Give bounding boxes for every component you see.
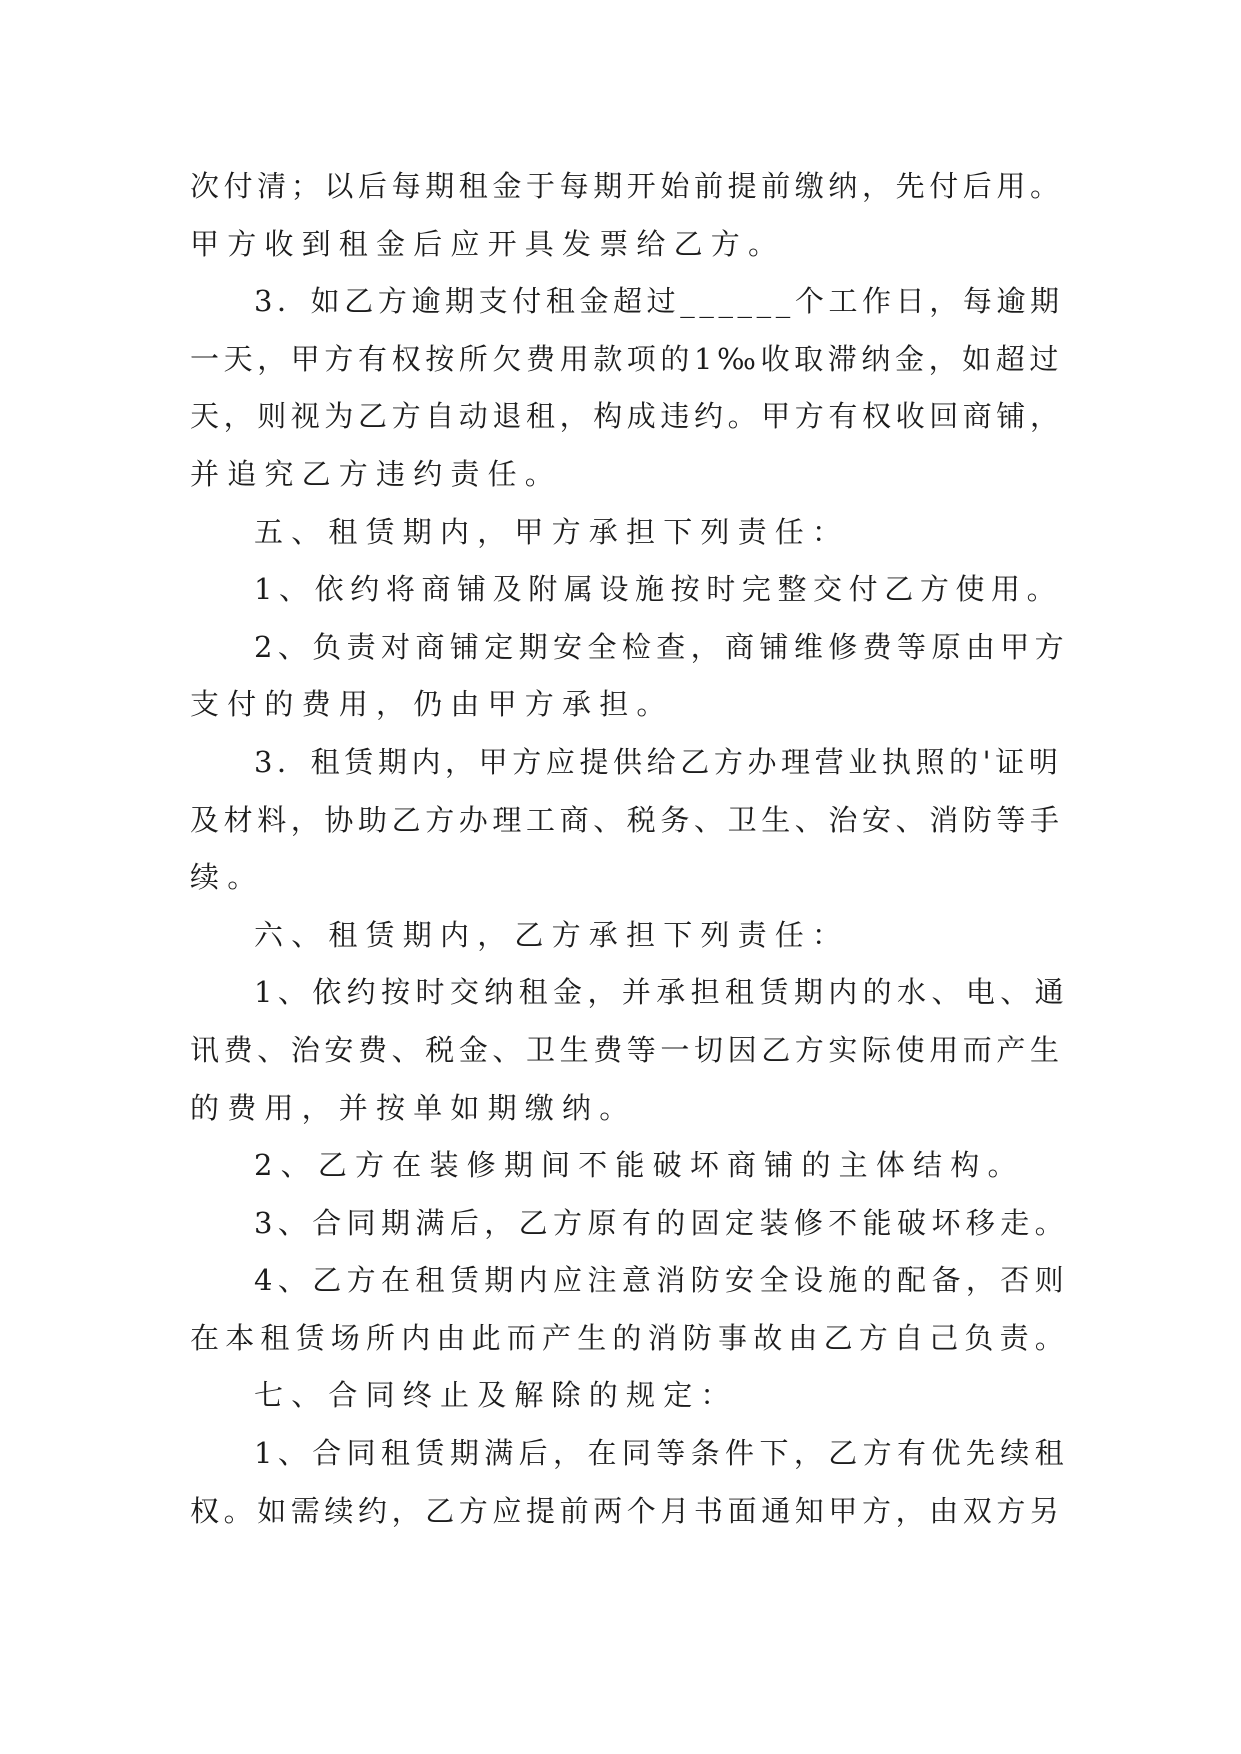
text-line: 2、乙方在装修期间不能破坏商铺的主体结构。: [254, 1148, 1025, 1183]
text-line: 4、乙方在租赁期内应注意消防安全设施的配备，否则: [254, 1263, 1070, 1298]
text-line: 次付清；以后每期租金于每期开始前提前缴纳，先付后用。: [190, 169, 1064, 203]
text-line: 2、负责对商铺定期安全检查，商铺维修费等原由甲方: [254, 629, 1070, 664]
text-line: 天，则视为乙方自动退租，构成违约。甲方有权收回商铺，: [190, 399, 1064, 434]
document-body: [190, 158, 1070, 1540]
text-line: 1、依约将商铺及附属设施按时完整交付乙方使用。: [254, 572, 1063, 607]
text-line: 甲方收到租金后应开具发票给乙方。: [190, 226, 786, 261]
text-line: 权。如需续约，乙方应提前两个月书面通知甲方，由双方另: [190, 1493, 1064, 1528]
text-line: 3、合同期满后，乙方原有的固定装修不能破坏移走。: [254, 1205, 1070, 1240]
text-line: 一天，甲方有权按所欠费用款项的1‰收取滞纳金，如超过: [190, 341, 1063, 376]
section-heading-6: 六、租赁期内，乙方承担下列责任：: [254, 917, 850, 952]
text-line: 并追究乙方违约责任。: [190, 456, 563, 491]
text-line: 及材料，协助乙方办理工商、税务、卫生、治安、消防等手: [190, 802, 1064, 837]
text-line: 支付的费用，仍由甲方承担。: [190, 687, 674, 722]
text-line: 1、合同租赁期满后，在同等条件下，乙方有优先续租: [254, 1436, 1070, 1471]
text-line: 讯费、治安费、税金、卫生费等一切因乙方实际使用而产生: [190, 1032, 1064, 1067]
text-line: 续。: [190, 860, 265, 895]
text-line: 在本租赁场所内由此而产生的消防事故由乙方自己负责。: [190, 1320, 1071, 1355]
text-line: 的费用，并按单如期缴纳。: [190, 1090, 637, 1125]
text-line: 3．如乙方逾期支付租金超过______个工作日，每逾期: [254, 284, 1064, 319]
section-heading-7: 七、合同终止及解除的规定：: [254, 1378, 738, 1413]
text-line: 1、依约按时交纳租金，并承担租赁期内的水、电、通: [254, 975, 1070, 1010]
text-line: 3．租赁期内，甲方应提供给乙方办理营业执照的'证明: [254, 744, 1063, 779]
section-heading-5: 五、租赁期内，甲方承担下列责任：: [254, 514, 850, 549]
